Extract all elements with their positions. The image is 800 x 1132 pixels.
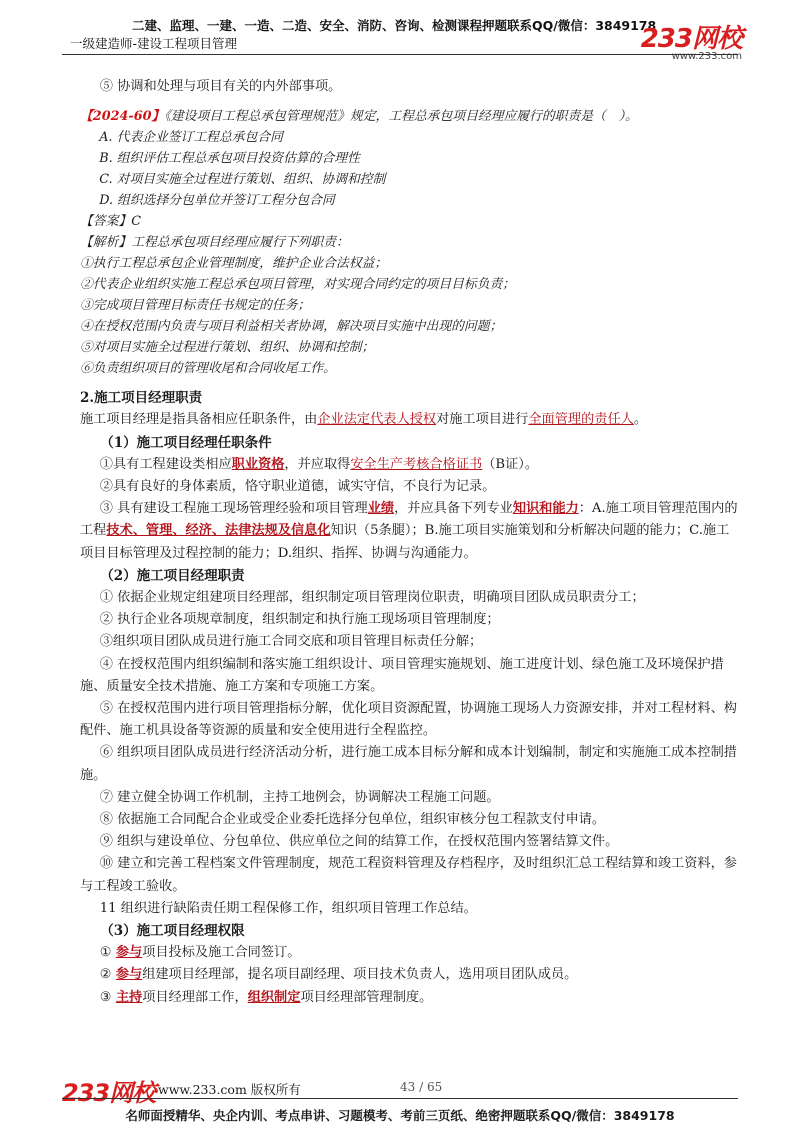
duty-item: ⑨ 组织与建设单位、分包单位、供应单位之间的结算工作，在授权范围内签署结算文件。	[99, 834, 619, 850]
cond3-highlight-performance: 业绩	[367, 501, 395, 517]
header-subject-line: 一级建造师-建设工程项目管理	[70, 36, 238, 51]
answer-label: 【答案】	[80, 214, 132, 230]
right-item-2	[80, 964, 740, 986]
def-highlight-responsible: 全面管理的责任人	[528, 412, 634, 428]
option-c: C. 对项目实施全过程进行策划、组织、协调和控制	[99, 172, 386, 188]
page-content	[80, 76, 740, 1009]
cond3-highlight-fields: 技术、管理、经济、法律法规及信息化	[106, 523, 331, 539]
duty-item: ⑤ 在授权范围内进行项目管理指标分解，优化项目资源配置，协调施工现场人力资源安排，并对工程材料、构配件、施工机具设备等资源的质量和安全使用进行全程监控。	[80, 701, 737, 739]
duty-item: ⑥ 组织项目团队成员进行经济活动分析，进行施工成本目标分解和成本计划编制，制定和实施施工成本控制措施。	[80, 745, 737, 783]
question-text: 《建设项目工程总承包管理规范》规定，工程总承包项目经理应履行的职责是（ ）。	[164, 109, 638, 125]
duty-item: ② 执行企业各项规章制度，组织制定和执行施工现场项目管理制度；	[99, 612, 500, 628]
section-title: 2.施工项目经理职责	[80, 390, 203, 407]
answer-value: C	[131, 214, 141, 230]
header-logo-text: 233网校	[640, 24, 742, 54]
right1-text: 项目投标及施工合同签订。	[142, 945, 301, 961]
duty-item: ⑧ 依据施工合同配合企业或受企业委托选择分包单位，组织审核分包工程款支付申请。	[99, 812, 606, 828]
footer-divider	[62, 1098, 738, 1099]
analysis-item: ③完成项目管理目标责任书规定的任务；	[80, 298, 311, 314]
right3-num: ③	[99, 989, 116, 1005]
cond3-text-e: ：A.施工项目管理范围内的工程	[80, 501, 738, 539]
duty-item: 11 组织进行缺陷责任期工程保修工作，组织项目管理工作总结。	[99, 900, 477, 916]
header-contact-line: 二建、监理、一建、一造、二造、安全、消防、咨询、检测课程押题联系QQ/微信：3849178	[132, 18, 657, 33]
option-d: D. 组织选择分包单位并签订工程分包合同	[99, 193, 335, 209]
question-stem	[80, 106, 740, 127]
right1-num: ①	[99, 945, 116, 961]
cond3-text-g: 知识（5条腿）；B.施工项目实施策划和分析解决问题的能力；C.施工项目目标管理及过程控制的能力；D.组织、指挥、协调与沟通能力。	[80, 523, 730, 561]
analysis-label: 【解析】	[80, 235, 132, 251]
analysis-intro	[80, 232, 740, 253]
cond3-highlight-knowledge: 知识和能力	[512, 501, 579, 517]
duty-item: ⑦ 建立健全协调工作机制，主持工地例会，协调解决工程施工问题。	[99, 789, 500, 805]
def-highlight-authority: 企业法定代表人授权	[317, 412, 437, 428]
exam-question	[80, 106, 740, 379]
duty-item: ① 依据企业规定组建项目经理部，组织制定项目管理岗位职责，明确项目团队成员职责分工；	[99, 590, 645, 606]
definition-paragraph	[80, 409, 740, 431]
cond1-text-e: （B证）。	[482, 456, 539, 472]
duty-item: ④ 在授权范围内组织编制和落实施工组织设计、项目管理实施规划、施工进度计划、绿色施工及环境保护措施、质量安全技术措施、施工方案和专项施工方案。	[80, 656, 724, 694]
right3-highlight-formulate: 组织制定	[247, 989, 301, 1005]
right-item-3	[80, 987, 740, 1009]
right1-highlight: 参与	[115, 945, 143, 961]
duty-item: ③组织项目团队成员进行施工合同交底和项目管理目标责任分解；	[99, 634, 483, 650]
right3-highlight-preside: 主持	[115, 989, 143, 1005]
cond1-text-a: ①具有工程建设类相应	[99, 456, 232, 472]
analysis-item: ①执行工程总承包企业管理制度，维护企业合法权益；	[80, 256, 388, 272]
footer-contact-line: 名师面授精华、央企内训、考点串讲、习题模考、考前三页纸、绝密押题联系QQ/微信：3849178	[125, 1108, 675, 1123]
option-a: A. 代表企业签订工程总承包合同	[99, 130, 283, 146]
header-logo-sub: www.233.com	[671, 51, 742, 62]
option-b: B. 组织评估工程总承包项目投资估算的合理性	[99, 151, 360, 167]
def-text-e: 。	[633, 412, 648, 428]
cond3-text-c: ，并应具备下列专业	[394, 501, 513, 517]
condition-1	[80, 454, 740, 476]
def-text-a: 施工项目经理是指具备相应任职条件，由	[80, 412, 318, 428]
subsection-title-duties: （2）施工项目经理职责	[100, 567, 245, 584]
footer-logo: 233网校	[62, 1079, 156, 1107]
def-text-c: 对施工项目进行	[436, 412, 529, 428]
footer-copyright: www.233.com 版权所有	[158, 1082, 301, 1097]
cond1-highlight-qualification: 职业资格	[231, 456, 285, 472]
analysis-item: ⑤对项目实施全过程进行策划、组织、协调和控制；	[80, 340, 375, 356]
page-header	[0, 0, 800, 62]
analysis-intro-text: 工程总承包项目经理应履行下列职责：	[131, 235, 349, 251]
right2-text: 组建项目经理部，提名项目副经理、项目技术负责人，选用项目团队成员。	[142, 967, 578, 983]
answer-line	[80, 211, 740, 232]
subsection-title-rights: （3）施工项目经理权限	[100, 923, 245, 940]
analysis-item: ④在授权范围内负责与项目利益相关者协调，解决项目实施中出现的问题；	[80, 319, 503, 335]
right2-num: ②	[99, 967, 116, 983]
analysis-item: ②代表企业组织实施工程总承包项目管理，对实现合同约定的项目目标负责；	[80, 277, 516, 293]
condition-2: ②具有良好的身体素质，恪守职业道德，诚实守信，不良行为记录。	[99, 479, 496, 495]
cond1-highlight-certificate: 安全生产考核合格证书	[350, 456, 483, 472]
subsection-title-conditions: （1）施工项目经理任职条件	[100, 434, 272, 451]
header-divider	[62, 54, 738, 55]
header-logo	[641, 18, 742, 62]
condition-3	[80, 498, 740, 565]
analysis-item: ⑥负责组织项目的管理收尾和合同收尾工作。	[80, 361, 336, 377]
right2-highlight: 参与	[115, 967, 143, 983]
cond1-text-c: ，并应取得	[284, 456, 351, 472]
duty-item: ⑩ 建立和完善工程档案文件管理制度，规范工程资料管理及存档程序，及时组织汇总工程结算和竣工资料，参与工程竣工验收。	[80, 856, 737, 894]
page-number: 43 / 65	[400, 1080, 443, 1094]
right-item-1	[80, 942, 740, 964]
right3-text-e: 项目经理部管理制度。	[300, 989, 433, 1005]
right3-text-c: 项目经理部工作，	[142, 989, 248, 1005]
duty-item-5-prev: ⑤ 协调和处理与项目有关的内外部事项。	[99, 79, 342, 94]
cond3-text-a: ③ 具有建设工程施工现场管理经验和项目管理	[99, 501, 368, 517]
question-tag: 【2024-60】	[80, 109, 165, 125]
